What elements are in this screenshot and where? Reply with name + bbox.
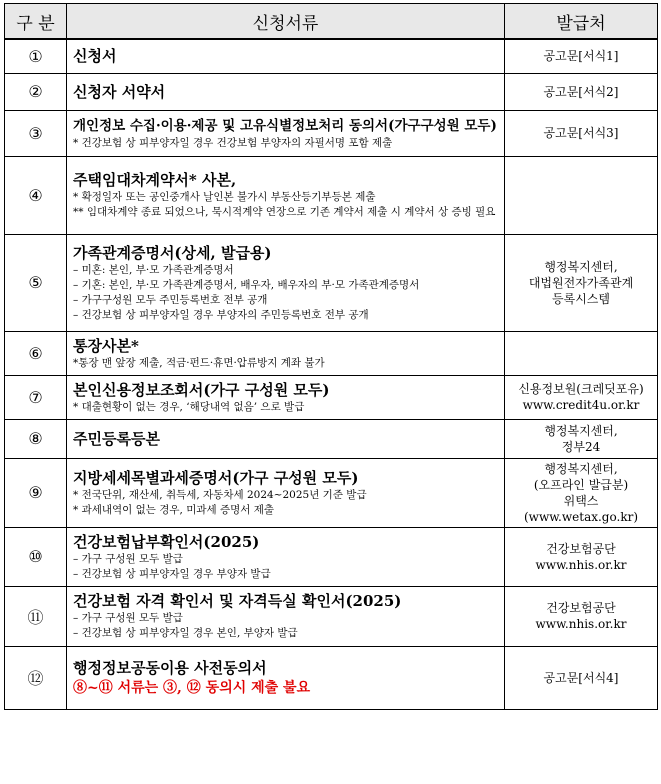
issuer-line: (오프라인 발급분) [533, 477, 629, 492]
table-row [5, 527, 658, 586]
issuer-cell [505, 156, 658, 234]
issuer-cell [505, 73, 658, 110]
table-row [5, 375, 658, 419]
document-title: 주민등록등본 [73, 429, 160, 448]
issuer-line: 정부24 [561, 439, 601, 454]
row-number: ⑪ [5, 586, 67, 646]
document-cell [67, 39, 505, 73]
issuer-cell [505, 646, 658, 709]
header-issuer: 발급처 [505, 4, 658, 40]
issuer-line: 공고문[서식1] [543, 49, 619, 64]
document-cell [67, 458, 505, 527]
issuer-cell [505, 586, 658, 646]
header-category: 구 분 [5, 4, 67, 40]
document-note: – 건강보험 상 피부양자일 경우 부양자 발급 [73, 567, 271, 580]
issuer-line: 행정복지센터, [544, 259, 618, 274]
issuer-cell [505, 110, 658, 156]
required-documents-table [4, 3, 658, 710]
document-title: 신청서 [73, 47, 117, 66]
issuer-line: www.nhis.or.kr [535, 557, 627, 572]
issuer-cell [505, 458, 658, 527]
table-row [5, 110, 658, 156]
document-note: * 대출현황이 없는 경우, ‘해당내역 없음’ 으로 발급 [73, 400, 305, 413]
document-title: 신청자 서약서 [73, 82, 166, 101]
table-row [5, 39, 658, 73]
row-number: ⑤ [5, 234, 67, 331]
table-header-row [5, 4, 658, 40]
row-number: ④ [5, 156, 67, 234]
document-cell [67, 375, 505, 419]
document-note: * 확정일자 또는 공인중개사 날인본 불가시 부동산등기부등본 제출 [73, 191, 376, 203]
document-note: – 건강보험 상 피부양자일 경우 부양자의 주민등록번호 전부 공개 [73, 308, 369, 321]
document-title: 지방세세목별과세증명서(가구 구성원 모두) [73, 468, 359, 487]
document-note: – 가구 구성원 모두 발급 [73, 612, 183, 624]
row-number: ⑨ [5, 458, 67, 527]
document-note: ** 임대차계약 종료 되었으나, 묵시적계약 연장으로 기존 계약서 제출 시 계약서 상 증빙 필요 [73, 206, 496, 218]
document-note: – 가구구성원 모두 주민등록번호 전부 공개 [73, 293, 268, 306]
table-row [5, 234, 658, 331]
document-note: – 가구 구성원 모두 발급 [73, 552, 183, 565]
row-number: ⑧ [5, 419, 67, 458]
row-number: ③ [5, 110, 67, 156]
document-note: *통장 맨 앞장 제출, 적금·펀드·휴면·압류방지 계좌 불가 [73, 356, 325, 369]
row-number: ⑦ [5, 375, 67, 419]
row-number: ⑩ [5, 527, 67, 586]
table-row [5, 156, 658, 234]
issuer-line: 공고문[서식2] [543, 84, 619, 99]
document-note-highlight: ⑧~⑪ 서류는 ③, ⑫ 동의시 제출 불요 [73, 679, 311, 696]
document-title: 행정정보공동이용 사전동의서 [73, 658, 267, 677]
issuer-line: www.credit4u.or.kr [522, 398, 640, 412]
document-note: * 전국단위, 재산세, 취득세, 자동차세 2024~2025년 기준 발급 [73, 488, 367, 501]
document-cell [67, 331, 505, 375]
document-note: * 건강보험 상 피부양자일 경우 건강보험 부양자의 자필서명 포함 제출 [73, 136, 393, 149]
row-number: ② [5, 73, 67, 110]
issuer-line: 대법원전자가족관계 [528, 275, 634, 290]
document-cell [67, 527, 505, 586]
document-note: – 기혼: 본인, 부·모 가족관계증명서, 배우자, 배우자의 부·모 가족관계증명서 [73, 278, 420, 291]
issuer-line: 공고문[서식3] [543, 126, 619, 140]
row-number: ① [5, 39, 67, 73]
table-row [5, 331, 658, 375]
table-row [5, 646, 658, 709]
issuer-cell [505, 39, 658, 73]
row-number: ⑥ [5, 331, 67, 375]
table-row [5, 586, 658, 646]
issuer-line: 건강보험공단 [546, 601, 616, 615]
document-title: 건강보험 자격 확인서 및 자격득실 확인서(2025) [73, 592, 402, 610]
document-cell [67, 156, 505, 234]
document-note: – 건강보험 상 피부양자일 경우 본인, 부양자 발급 [73, 627, 298, 639]
document-title: 통장사본* [73, 336, 139, 355]
issuer-line: 행정복지센터, [544, 461, 618, 476]
issuer-line: 건강보험공단 [546, 541, 616, 556]
document-note: – 미혼: 본인, 부·모 가족관계증명서 [73, 263, 234, 276]
document-cell [67, 419, 505, 458]
table-row [5, 458, 658, 527]
row-number: ⑫ [5, 646, 67, 709]
issuer-line: 행정복지센터, [544, 423, 618, 438]
documents-table-wrapper [4, 3, 658, 710]
document-title: 가족관계증명서(상세, 발급용) [73, 243, 272, 262]
document-title: 주택임대차계약서* 사본, [73, 171, 237, 189]
header-documents: 신청서류 [67, 4, 505, 40]
table-row [5, 73, 658, 110]
issuer-line: 신용정보원(크레딧포유) [518, 382, 644, 396]
issuer-line: www.nhis.or.kr [535, 617, 627, 631]
document-title: 본인신용정보조회서(가구 구성원 모두) [73, 380, 330, 399]
issuer-line: 등록시스템 [552, 291, 610, 306]
document-title: 건강보험납부확인서(2025) [73, 532, 260, 551]
issuer-line: 공고문[서식4] [543, 670, 619, 685]
issuer-cell [505, 419, 658, 458]
document-cell [67, 646, 505, 709]
document-cell [67, 73, 505, 110]
document-cell [67, 110, 505, 156]
document-title: 개인정보 수집·이용·제공 및 고유식별정보처리 동의서(가구구성원 모두) [73, 117, 497, 134]
document-note: * 과세내역이 없는 경우, 미과세 증명서 제출 [73, 503, 275, 516]
document-cell [67, 234, 505, 331]
issuer-line: 위택스(www.wetax.go.kr) [523, 493, 639, 524]
document-cell [67, 586, 505, 646]
issuer-cell [505, 331, 658, 375]
issuer-cell [505, 234, 658, 331]
table-row [5, 419, 658, 458]
issuer-cell [505, 375, 658, 419]
issuer-cell [505, 527, 658, 586]
